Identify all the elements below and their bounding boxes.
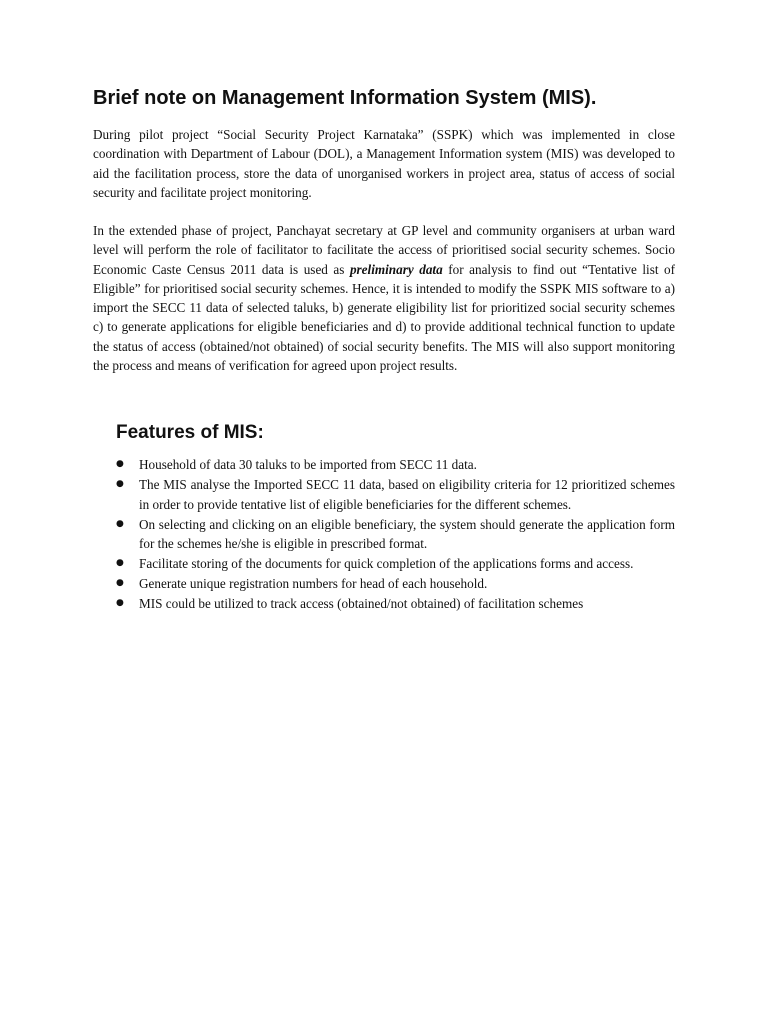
features-list <box>116 455 675 615</box>
list-item <box>116 475 675 514</box>
list-item <box>116 455 675 475</box>
paragraph-text-after: for analysis to find out “Tentative list of Eligible” for prioritised social security schemes. Hence, it is intended to modify the SSPK MIS software to a) import the SECC 11 data of selected taluks, b) generate eligibility list for prioritized social security schemes c) to generate applications for eligible beneficiaries and d) to provide additional technical function to update the status of access (obtained/not obtained) of social security benefits. The MIS will also support monitoring the process and means of verification for agreed upon project results. <box>93 261 676 374</box>
list-item <box>116 515 675 554</box>
intro-paragraph: During pilot project “Social Security Project Karnataka” (SSPK) which was implemented in close coordination with Department of Labour (DOL), a Management Information system (MIS) was developed to aid the facilitation process, store the data of unorganised workers in project area, status of access of social security and facilitate project monitoring. <box>93 127 675 200</box>
document-title: Brief note on Management Information System (MIS). <box>93 87 597 109</box>
bullet-icon: ● <box>116 518 124 529</box>
list-item-text: Generate unique registration numbers for head of each household. <box>139 576 488 592</box>
bullet-icon: ● <box>116 558 124 569</box>
features-heading: Features of MIS: <box>116 422 264 443</box>
bullet-icon: ● <box>116 598 124 609</box>
bullet-icon: ● <box>116 459 124 469</box>
paragraph-text-before: In the extended phase of project, Panchayat secretary at GP level and community organisers at urban ward level will perform the role of facilitator to facilitate the access of prioritised social security schemes. Socio Economic Caste Census 2011 data is used as <box>93 223 675 277</box>
bullet-icon: ● <box>116 578 124 589</box>
list-item <box>116 574 675 594</box>
list-item <box>116 594 675 614</box>
bullet-icon: ● <box>116 479 124 490</box>
list-item-text: On selecting and clicking on an eligible beneficiary, the system should generate the application form for the schemes he/she is eligible in prescribed format. <box>139 516 675 552</box>
extended-phase-paragraph <box>93 221 675 375</box>
list-item-text: The MIS analyse the Imported SECC 11 data, based on eligibility criteria for 12 prioritized schemes in order to provide tentative list of eligible beneficiaries for the different schemes. <box>139 477 675 512</box>
list-item-text: Facilitate storing of the documents for quick completion of the applications forms and access. <box>139 556 634 572</box>
preliminary-data-emphasis: preliminary data <box>349 261 443 277</box>
list-item-text: Household of data 30 taluks to be imported from SECC 11 data. <box>139 457 477 472</box>
list-item <box>116 554 675 574</box>
list-item-text: MIS could be utilized to track access (obtained/not obtained) of facilitation schemes <box>139 596 584 612</box>
